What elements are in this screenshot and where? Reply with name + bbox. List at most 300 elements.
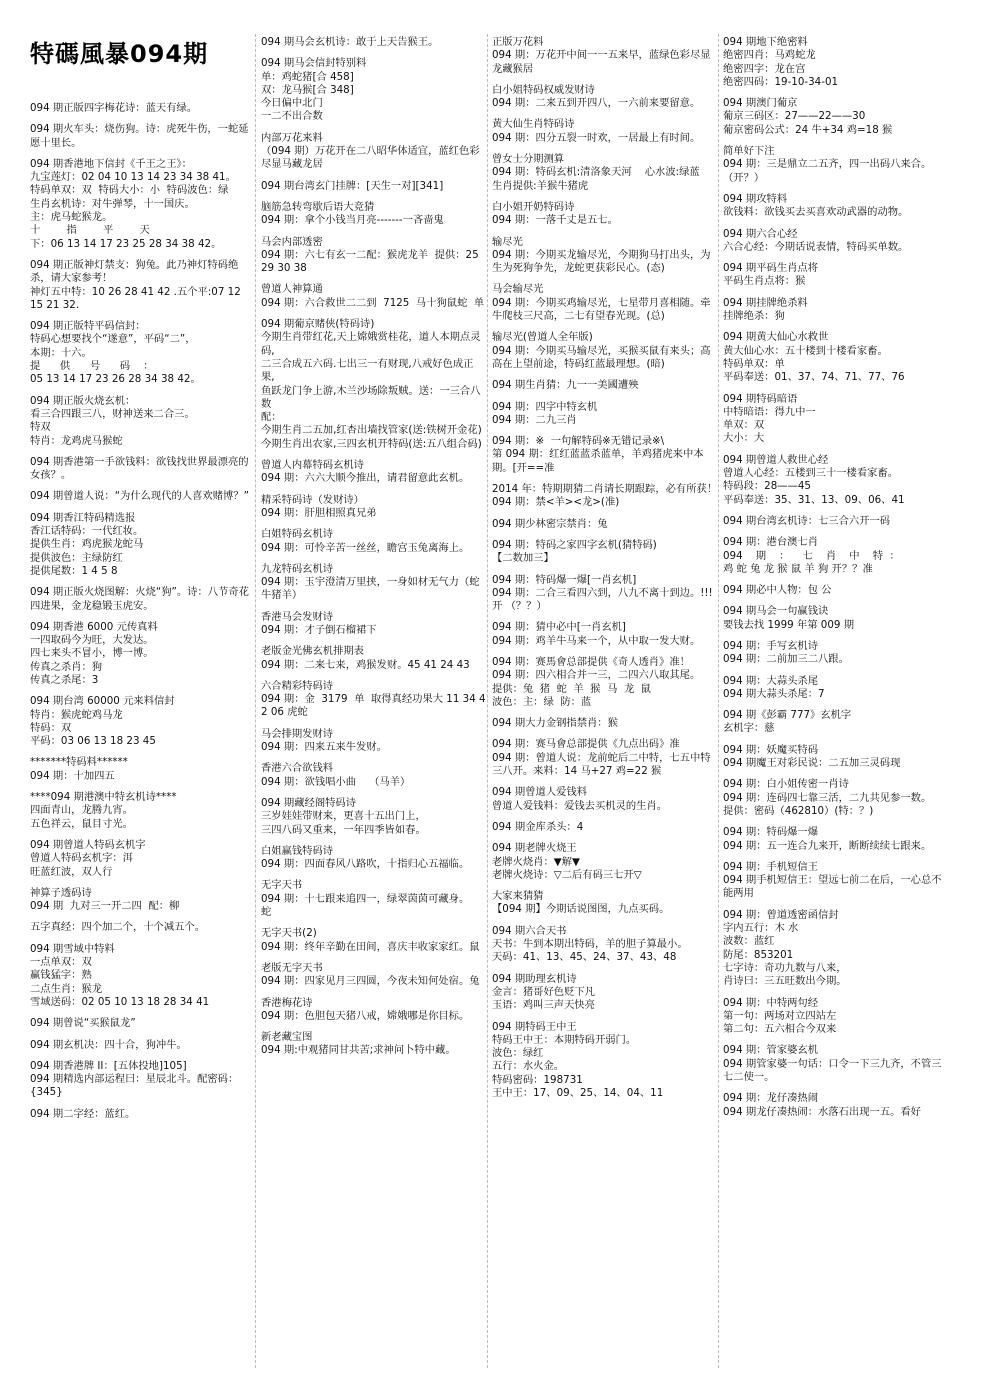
section-heading: 094 期：妖魔买特码 [723,743,819,756]
section-line: 094 期手机短信王：望远七前二在后，一心总不能两用 [723,874,942,900]
column-2 [261,36,486,1066]
section-heading: 094 期火车头：烧伤狗。诗：虎死牛伤，一蛇延愿十里长。 [30,123,249,149]
section-heading: 094 期正版火烧图解：火烧“狗”。诗：八节奇花四进果，金龙稳锻玉虎安。 [30,586,249,612]
section-heading: 094 期雪域中特料 [30,942,115,955]
section-line: 平码：03 06 13 18 23 45 [30,735,156,748]
section-heading: 094 期：白小姐传密一肖诗 [723,778,849,791]
section-line: 三四八码又重来，一年四季皆如春。 [261,823,426,836]
article-section [723,709,951,736]
article-section [261,494,486,521]
article-section [261,797,486,837]
section-heading: 094 期二字经：蓝红。 [30,1107,136,1120]
section-line: 香江话特码：一代红妆。 [30,525,144,538]
section-line: 平码奉送：01、37、74、71、77、76 [723,371,905,384]
section-line: 要钱去找 1999 年第 009 期 [723,618,855,631]
section-line: 天码：41、13、45、24、37、43、48 [492,951,677,964]
section-heading: 094 期正版神灯禁支：狗兔。此乃神灯特码绝杀，请大家参考！ [30,258,239,285]
section-line: 葡京密码公式：24 牛+34 鸡=18 猴 [723,123,893,136]
section-heading: 094 期曾道人说：“为什么现代的人喜欢赌博？” [30,490,249,503]
section-line: 中特暗语：得九中一 [723,405,816,418]
section-heading: 094 期特码暗语 [723,392,798,405]
section-line: 老牌火烧肖：▼解▼ [492,855,580,868]
article-section [30,791,250,831]
section-heading: 正版万花料 [492,36,544,48]
section-line: 094 期：玉宇澄清万里挟，一身如材无气力（蛇牛猪羊） [261,576,480,602]
section-heading: 094 期挂牌绝杀料 [723,296,808,309]
article-section [492,118,720,145]
article-section [492,656,720,709]
article-section [723,97,951,137]
section-line: 094 期：二前加三二八跟。 [723,653,849,666]
section-line: 094 期：拿个小钱当月亮-------一吝啬鬼 [261,214,444,227]
article-section [30,395,250,448]
article-section [261,962,486,989]
section-heading: 094 期：赛馬會总部提供《奇人透肖》准！ [492,655,690,668]
section-heading: 094 期：特码之家四字玄机(猜特码) [492,538,657,551]
section-heading: 老版金光佛玄机排期表 [261,645,364,658]
article-section [492,973,720,1013]
section-heading: 094 期必中人物：包 公 [723,584,832,597]
section-line: 094 期：四来五来牛发财。 [261,741,387,754]
section-heading: 094 期正版特平码信封： [30,320,146,333]
section-heading: 无字天书 [261,879,303,892]
section-line: 提供波色：主绿防红 [30,551,123,564]
section-line: 094 期：肝胆相照真兄弟 [261,506,377,519]
section-line: 九宝莲灯：02 04 10 13 14 23 34 38 41。 [30,171,236,184]
article-section [261,728,486,755]
section-line: 玉语：鸡叫三声天快亮 [492,999,595,1012]
section-heading: 六合精彩特码诗 [261,679,334,692]
section-heading: 094 期香港地下信封《千王之王》： [30,157,192,170]
article-section [30,1108,250,1121]
section-heading: 黄大仙生肖特码诗 [492,118,575,131]
article-section [723,228,951,255]
section-line: 老牌火烧诗：▽二后有码三七开▽ [492,868,642,881]
article-section [261,57,486,123]
article-section [723,536,951,576]
section-heading: 094 期老牌火烧王 [492,842,577,855]
article-section [723,193,951,220]
section-line: 094 期：六六大顺今推出，请君留意此玄机。 [261,472,470,485]
section-line: 旺蓝红波，双人行 [30,865,113,878]
section-line: 094 期：二来五到开四八，一六前来要留意。 [492,97,701,110]
section-line: 传真之杀尾：3 [30,673,99,686]
article-section [30,887,250,914]
section-line: 094 期魔王对彩民说：二五加三灵码现 [723,757,901,770]
article-section [261,318,486,451]
section-line: 特双 [30,421,51,434]
article-section [492,401,720,428]
article-section [492,518,720,531]
section-heading: 094 期香港牌 II：[五体投地]105] [30,1059,187,1072]
section-line: 字内五行：木 水 [723,922,799,935]
section-heading: 老版无字天书 [261,961,323,974]
section-heading: 白小姐特码权威发财诗 [492,83,595,96]
article-section [261,563,486,603]
section-heading: 094 期：赛马會总部提供《九点出码》准 [492,738,680,751]
column-divider [255,34,256,1368]
article-section [723,331,951,384]
section-heading: 094 期地下绝密料 [723,36,808,48]
section-line: 曾道人特码玄机字：洱 [30,852,133,865]
column-4 [723,36,951,1127]
article-section [492,786,720,813]
article-section [30,943,250,1009]
article-section [492,84,720,111]
article-section [492,890,720,917]
section-line: 【094 期】今期话说图图，九点买码。 [492,903,670,916]
article-section [723,997,951,1037]
section-line: 提供尾数：1 4 5 8 [30,564,118,577]
article-section [261,528,486,555]
section-line: 四面青山，龙腾九宵。 [30,804,133,817]
section-line: 第一句：两场对立四站左 [723,1009,837,1022]
section-heading: 094 期特码王中王 [492,1020,577,1033]
section-line: 配： [261,411,282,424]
section-line: 单：鸡蛇猪[合 458] [261,70,354,83]
section-heading: 神算子透码诗 [30,886,92,899]
section-heading: 094 期马会玄机诗：敢于上天告猴王。 [261,36,439,48]
section-heading: 094 期：手写玄机诗 [723,639,819,652]
section-heading: 精采特码诗（发财诗） [261,493,364,506]
article-section [492,738,720,778]
article-section [30,456,250,483]
article-section [261,180,486,193]
section-line: 特码单双：双 特码大小：小 特码波色：绿 [30,184,229,197]
article-section [723,605,951,632]
section-heading: 五字真经：四个加二个，十个减五个。 [30,921,206,934]
section-line: 094 期：万花开中间一一五来早，蓝绿色彩尽显龙藏猴居 [492,49,711,75]
section-line: 094 期：今期买马输尽光，买猴买鼠有来头；高高在上望前途，特码红蓝最理想。(暗) [492,344,711,370]
section-heading: 094 期：特码爆一爆 [723,826,819,839]
article-section [492,201,720,228]
section-heading: ****094 期港澳中特玄机诗**** [30,791,177,804]
section-heading: 094 期马会信封特别料 [261,57,367,70]
section-line: 绝密四码：19-10-34-01 [723,75,839,88]
section-line: 094 期：欲钱唱小曲 （马羊） [261,775,411,788]
article-section [723,640,951,667]
article-section [723,1044,951,1084]
section-line: 094 期：色胆包天猪八戒，嫦娥哪是你目标。 [261,1009,470,1022]
section-heading: 马会输尽光 [492,283,544,296]
section-line: 094 期：四分五裂一时欢，一居最上有时间。 [492,131,701,144]
section-heading: 094 期：猜中必中[一肖玄机] [492,621,626,634]
page-title: 特碼風暴094期 [30,40,209,68]
section-line: 单双：双 [723,419,765,432]
section-line: 王中王：17、09、25、14、04、11 [492,1087,664,1099]
section-line: 一点单双：双 [30,956,92,969]
section-line: 今期生肖出农家,三四玄机开特码(送:五八组合码) [261,437,482,450]
article-section [492,379,720,392]
section-line: 今日偏中北门 [261,97,323,110]
article-section [492,483,720,510]
section-line: 特码心想要找个“遂意”，平码“二”， [30,333,196,346]
article-section [30,695,250,748]
section-heading: 094 期正版火烧玄机： [30,394,136,407]
section-line: 提供：兔 猪 蛇 羊 猴 马 龙 鼠 [492,682,652,695]
article-section [30,102,250,115]
section-line: 094 期 九对三一开二四 配：柳 [30,900,180,913]
section-line: 094 期：二九三肖 [492,413,577,426]
article-section [30,259,250,312]
article-section [30,621,250,687]
section-heading: 094 期《彭霸 777》玄机字 [723,709,852,722]
article-section [492,539,720,566]
article-section [30,123,250,150]
section-line: 四七来头不冒小，博一博。 [30,647,154,660]
article-section [261,201,486,228]
article-section [30,490,250,503]
article-section [723,778,951,818]
section-line: 主：虎马蛇猴龙。 [30,211,113,224]
section-heading: 脑筋急转弯歇后语大竞猜 [261,200,375,213]
section-heading: 094 期：龙仔凑热闹 [723,1092,819,1105]
section-heading: 094 期少林密宗禁肖：兔 [492,517,608,530]
section-line: 094 期：今期买龙输尽光，今期狗马打出头，为生为死狗争先，龙蛇更获彩民心。(态) [492,248,711,275]
section-line: （094 期）万花开在二八昭华体适宜，蓝红色彩尽显马藏龙居 [261,145,480,171]
section-heading: 094 期大力金钢指禁肖：猴 [492,717,618,730]
article-section [492,283,720,323]
section-heading: 无字天书(2) [261,927,317,940]
section-heading: 香港梅花诗 [261,996,313,1009]
article-section [261,611,486,638]
column-divider [487,34,488,1368]
section-line: 094 期龙仔凑热闹：水落石出现一五。看好 [723,1105,921,1118]
section-line: 十 指 平 天 [30,224,150,237]
section-line: 094 期：三是鼎立二五齐，四一出码八来合。（开？） [723,158,932,184]
section-line: 094 期：二合三看四六到，八九不离十到边。!!! 开 （？？） [492,586,720,613]
section-line: 黄大仙心水：五十楼到十楼看家畜。 [723,344,888,357]
section-heading: 内部万花来料 [261,131,323,144]
article-section [261,1031,486,1058]
section-line: 今期生肖带红花,天上嫦娥赏桂花，道人本期点灵码, [261,331,481,357]
section-line: 二点生肖：猴龙 [30,982,103,995]
section-heading: 094 期葡京赌侠(特码诗) [261,318,375,331]
section-line: 曾道人爱钱料：爱钱去买机灵的生肖。 [492,799,668,812]
section-line: 欲钱料：欲钱买去买喜欢动武器的动物。 [723,206,909,219]
section-heading: 094 期曾道人特码玄机字 [30,838,146,851]
section-line: 神灯五中特：10 26 28 41 42 .五个平:07 12 15 21 32. [30,285,245,311]
article-section [492,236,720,276]
column-3 [492,36,720,1108]
section-line: 看三合四跟三八，财神送来二合三。 [30,407,195,420]
section-line: 094 期:中观猪同甘共苦;求神问卜特中藏。 [261,1044,456,1057]
section-heading: 094 期曾道人爱钱料 [492,786,588,799]
article-section [261,236,486,276]
section-line: 鸡 蛇 兔 龙 猴 鼠 羊 狗 开？？准 [723,562,873,575]
article-section [723,909,951,989]
article-section [723,145,951,185]
section-line: 094 期管家婆一句话：口令一下三九齐，不管三七二使一。 [723,1057,942,1083]
article-section [30,320,250,386]
section-line: 094 期：鸡羊牛马来一个，从中取一发大财。 [492,634,701,647]
section-line: 一四取码今为旺，大发达。 [30,634,154,647]
article-section [723,454,951,507]
section-line: 曾道人心经：五楼到三十一楼看家畜。 [723,467,899,480]
section-heading: 094 期黄大仙心水救世 [723,331,829,344]
section-line: 094 期精选内部运程曰：星辰北斗。配密码：{345} [30,1073,239,1099]
section-heading: 094 期：港台澳七肖 [723,536,819,549]
section-heading: 香港马会发财诗 [261,610,334,623]
article-section [261,645,486,672]
section-line: 六合心经：今期话说表情，特码买单数。 [723,240,909,253]
section-line: 今期生肖二五加,红杏出墙找管家(送:铁树开金花) [261,424,482,437]
section-line: 094 期：金 3179 单 取得真经功果大 11 34 42 06 虎蛇 [261,693,486,719]
section-line: 波色：主：绿 防：蓝 [492,695,592,708]
section-heading: 094 期马会一句赢钱诀 [723,605,829,618]
section-line: 特码：双 [30,721,72,734]
article-section [30,921,250,934]
section-line: 挂牌绝杀：狗 [723,310,785,323]
section-line: 绝密四肖：马鸡蛇龙 [723,49,816,62]
section-heading: 094 期攻特料 [723,192,788,205]
section-heading: 九龙特码玄机诗 [261,562,334,575]
section-heading: 白小姐开奶特码诗 [492,200,575,213]
section-heading: 094 期台湾玄机诗：七三合六开一码 [723,514,891,527]
section-line: 特码密码：198731 [492,1073,583,1086]
section-heading: 094 期香港 6000 元传真料 [30,620,158,633]
section-line: 094 期大蒜头杀尾：7 [723,687,825,700]
section-line: 05 13 14 17 23 26 28 34 38 42。 [30,373,201,386]
section-line: 波色：绿红 [492,1047,544,1060]
article-section [492,1021,720,1101]
section-line: 094 期：四六相合并一三，二四六八取其尾。 [492,669,701,682]
section-line: 五色祥云，鼠目寸光。 [30,817,133,830]
section-line: 094 期：四面春风八路吹，十指归心五福临。 [261,858,470,871]
section-heading: 曾道人神算通 [261,283,323,296]
article-section [261,36,486,49]
section-line: 提供生肖：鸡虎猴龙蛇马 [30,538,144,551]
article-section [723,393,951,446]
article-section [30,512,250,578]
section-line: 094 期：连码四七靠三活，二九共见参一数。 [723,791,932,804]
article-section [30,158,250,251]
section-heading: 094 期六合心经 [723,227,798,240]
section-heading: 094 期：四字中特玄机 [492,400,598,413]
section-line: 094 期：禁<羊><龙>(准) [492,496,620,509]
section-line: 生肖玄机诗：对牛弹琴，十一国庆。 [30,197,195,210]
article-section [261,997,486,1024]
section-heading: 马会排期发财诗 [261,727,334,740]
section-heading: 曾女士分期测算 [492,153,565,166]
section-line: 平码奉送：35、31、13、09、06、41 [723,493,905,506]
section-heading: 曾道人内幕特码玄机诗 [261,459,364,472]
section-heading: 094 期：曾道透密函信封 [723,908,839,921]
article-section [261,879,486,919]
article-section [723,262,951,289]
section-heading: 094 期正版四字梅花诗：蓝天有绿。 [30,102,198,114]
section-heading: 白姐特码玄机诗 [261,528,334,541]
section-line: 094 期：二来七来，鸡猴发财。45 41 24 43 [261,658,470,671]
section-line: 金言：猪哥好色贬下凡 [492,985,595,998]
section-line: 雪域送码：02 05 10 13 18 28 34 41 [30,995,210,1008]
section-heading: 简单好下注 [723,145,775,158]
section-heading: 094 期香江特码精选报 [30,511,136,524]
section-heading: 输尽光(曾道人全年版) [492,331,593,344]
section-heading: 094 期澳门葡京 [723,97,798,110]
section-heading: *******特码料****** [30,756,128,769]
section-heading: 新老藏宝图 [261,1031,313,1044]
article-section [723,744,951,771]
section-line: 094 期：六合救世二二到 7125 马十狗鼠蛇 单 [261,296,485,309]
section-line: 特肖：龙鸡虎马猴蛇 [30,434,123,447]
article-section [261,459,486,486]
section-line: 天书：牛到本期出特码，羊的胆子算最小。 [492,938,688,951]
section-heading: 094 期金库杀头：4 [492,820,584,833]
article-section [261,762,486,789]
article-section [492,331,720,371]
section-heading: 094 期：※ 一句解特码※无错记录※\ [492,435,665,448]
article-section [492,574,720,614]
section-line: 特码单双：单 [723,357,785,370]
section-line: 第 094 期：红红蓝蓝杀蓝单，羊鸡猪虎来中本期。[开==准 [492,448,704,474]
article-section [723,584,951,597]
section-heading: 大家来猜猜 [492,890,544,903]
section-line: 肖诗曰：三五旺数出今期。 [723,975,847,988]
section-line: 094 期：今期买鸡输尽光，七星带月喜相随。牵牛爬枝三尺高，二七有望春光现。(总) [492,296,711,323]
section-line: 本期：十六。 [30,346,92,359]
section-line: 第二句：五六相合今双来 [723,1023,837,1036]
article-section [492,153,720,193]
article-section [492,36,720,76]
section-heading: 输尽光 [492,235,523,248]
article-section [723,515,951,528]
section-line: 平码生肖点将：猴 [723,275,806,288]
section-line: 下：06 13 14 17 23 25 28 34 38 42。 [30,237,222,250]
section-line: 【二数加三】 [492,552,554,565]
section-line: 五行：水火金。 [492,1060,565,1073]
section-line: 094 期：十加四五 [30,769,115,782]
section-heading: 094 期六合天书 [492,924,567,937]
section-line: 094 期：终年辛勤在田间，喜庆丰收家家红。鼠 [261,940,480,953]
section-line: 提 供 号 码 ： [30,360,154,373]
article-section [261,845,486,872]
article-section [723,861,951,901]
section-line: 葡京三码区：27——22——30 [723,110,866,123]
section-line: 七字诗：奇功九数与八来， [723,961,847,974]
section-heading: 094 期曾道人救世心经 [723,453,829,466]
article-section [723,675,951,702]
section-line: 特码段：28——45 [723,480,811,493]
section-heading: 094 期台湾玄门挂牌：[天生一对][341] [261,179,444,192]
article-section [492,842,720,882]
section-heading: 094 期助理玄机诗 [492,972,577,985]
article-section [492,435,720,475]
section-heading: 白姐赢钱特码诗 [261,844,334,857]
section-line: 三岁娃娃带财来，更喜十五出门上， [261,810,426,823]
article-section [492,925,720,965]
article-section [261,927,486,954]
section-heading: 094 期曾说“买猴鼠龙” [30,1017,136,1030]
section-heading: 094 期香港第一手欲钱料：欲钱找世界最漂亮的女孩？。 [30,455,249,482]
article-section [30,1017,250,1030]
section-heading: 094 期玄机决：四十合，狗冲牛。 [30,1038,187,1051]
section-line: 绝密四字：龙在宫 [723,62,806,75]
section-line: 094 期：十七跟来追四一，绿翠茵茵可藏身。 蛇 [261,892,476,919]
article-section [492,821,720,834]
article-section [30,1060,250,1100]
section-heading: 马会内部透密 [261,235,323,248]
article-section [723,1092,951,1119]
section-heading: 香港六合欲钱料 [261,762,334,775]
article-section [30,1039,250,1052]
section-line: 094 期：一落千丈是五七。 [492,214,618,227]
section-line: 双：龙马猴[合 348] [261,83,354,96]
section-heading: 094 期：中特两句经 [723,996,819,1009]
article-section [261,680,486,720]
section-line: 094 期 ： 七 肖 中 特 ： [723,549,900,562]
section-heading: 094 期平码生肖点将 [723,262,819,275]
